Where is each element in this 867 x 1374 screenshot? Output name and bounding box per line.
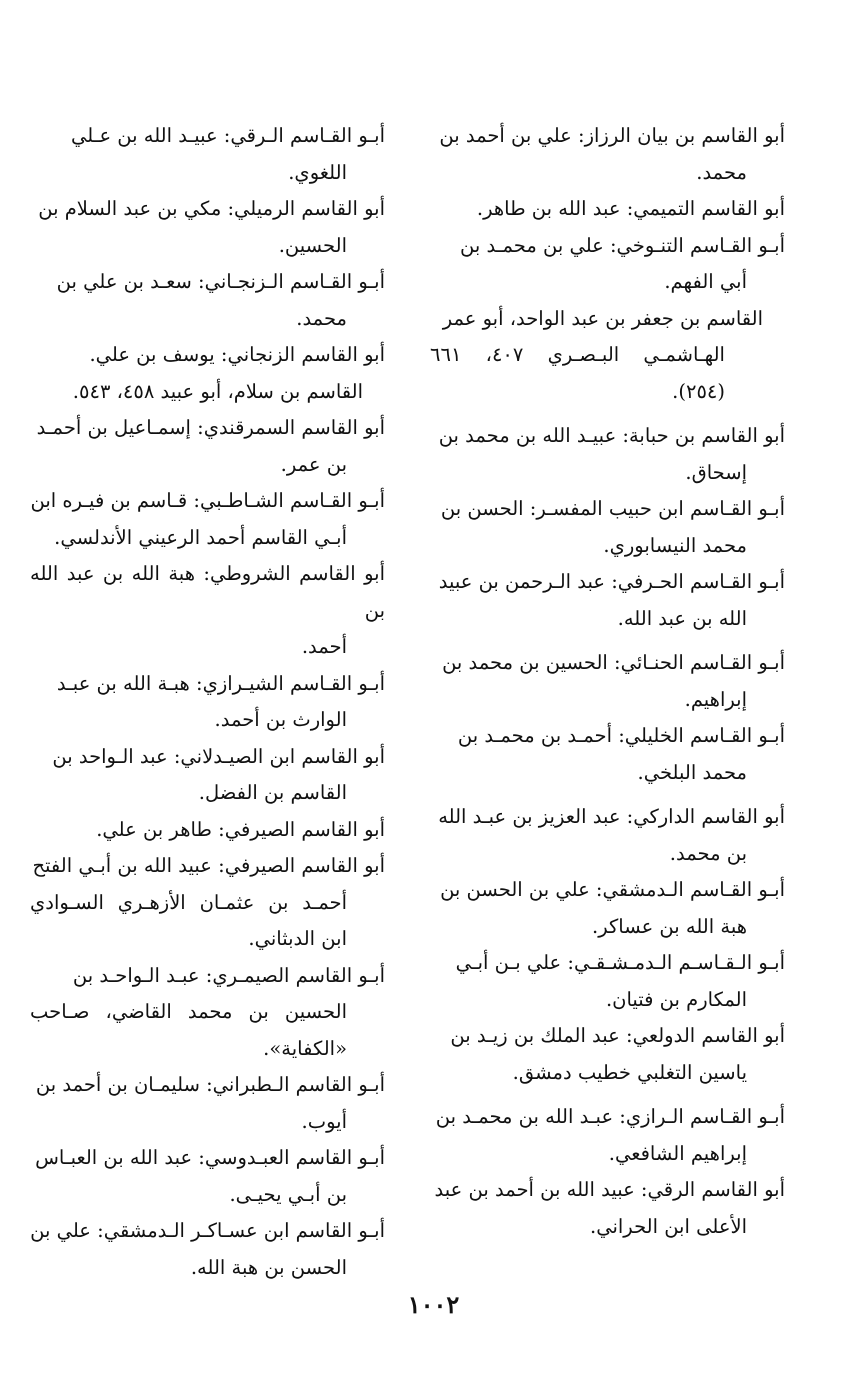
index-entry [430, 799, 785, 872]
entry-continuation: الوارث بن أحمد. [214, 708, 347, 731]
entry-continuation: القاسم بن الفضل. [198, 781, 347, 804]
entry-continuation: اللغوي. [288, 160, 347, 184]
index-entry [30, 812, 385, 849]
entry-head: أبو القاسم الدولعي: عبد الملك بن زيـد بن [450, 1024, 785, 1047]
index-entry [430, 1018, 785, 1091]
index-entry [430, 1172, 785, 1245]
entry-continuation: الحسين بن محمد القاضي، صـاحب «الكفاية». [30, 1000, 347, 1060]
index-entry [430, 564, 785, 637]
entry-continuation: إبراهيم الشافعي. [608, 1141, 747, 1165]
index-entry [30, 337, 385, 374]
entry-head: أبـو القـاسم الشيـرازي: هبـة الله بن عبـد [56, 671, 385, 695]
entry-head: أبـو القـاسم الحـرفي: عبد الـرحمن بن عبيد [438, 570, 785, 593]
entry-head: أبو القاسم السمرقندي: إسمـاعيل بن أحمـد [36, 416, 385, 439]
entry-continuation: الهـاشمـي البـصـري ٤٠٧، ٦٦١ (٢٥٤). [430, 343, 725, 403]
entry-continuation: الحسن بن هبة الله. [190, 1255, 347, 1279]
index-entry [430, 191, 785, 228]
entry-head: أبـو القـاسم الـرقي: عبيـد الله بن عـلي [71, 124, 385, 147]
entry-head: أبو القاسم الرقي: عبيد الله بن أحمد بن عبد [434, 1178, 785, 1201]
index-entry [430, 418, 785, 491]
index-entry [430, 872, 785, 945]
entry-continuation: أيوب. [301, 1109, 347, 1133]
entry-head: أبو القاسم ابن الصيـدلاني: عبد الـواحد بن [52, 744, 385, 768]
entry-continuation: أحمد. [301, 635, 347, 658]
index-entry [30, 1140, 385, 1213]
entry-head: أبـو القـاسم الخليلي: أحمـد بن محمـد بن [457, 724, 785, 747]
entry-head: أبـو القاسم الـطبراني: سليمـان بن أحمد بن [35, 1073, 385, 1096]
entry-continuation: محمد. [296, 306, 347, 330]
entry-continuation: ياسين التغلبي خطيب دمشق. [512, 1060, 747, 1084]
entry-continuation: أبي الفهم. [664, 270, 747, 293]
entry-head: أبو القاسم الصيرفي: عبيد الله بن أبـي الفتح [32, 854, 385, 877]
index-entry [430, 718, 785, 791]
entry-head: أبـو القـاسم ابن حبيب المفسـر: الحسن بن [440, 497, 785, 520]
index-entry [30, 848, 385, 958]
entry-continuation: إسحاق. [685, 460, 747, 484]
page-number: ١٠٠٢ [407, 1290, 460, 1319]
entry-continuation: محمد النيسابوري. [603, 533, 747, 557]
entry-head: أبو القاسم الصيرفي: طاهر بن علي. [96, 817, 385, 841]
entry-head: أبو القاسم الشروطي: هبة الله بن عبد الله بن [30, 562, 385, 622]
entry-head: أبو القاسم التميمي: عبد الله بن طاهر. [476, 197, 785, 220]
entry-head: أبـو القـاسم الشـاطـبي: قـاسم بن فيـره ابن [30, 489, 385, 512]
index-entry [430, 491, 785, 564]
entry-head: أبـو القـاسم الـرازي: عبـد الله بن محمـد بن [435, 1105, 785, 1128]
entry-head: أبـو القاسم ابن عسـاكـر الـدمشقي: علي بن [30, 1219, 385, 1242]
entry-continuation: أبـي القاسم أحمد الرعيني الأندلسي. [54, 525, 347, 549]
entry-continuation: الحسين. [278, 233, 347, 257]
entry-head: أبـو القـاسم الـدمشقي: علي بن الحسن بن [440, 878, 785, 901]
index-entry [430, 945, 785, 1018]
index-entry [30, 191, 385, 264]
index-entry [430, 118, 785, 191]
index-entry [30, 483, 385, 556]
entry-continuation: محمد. [696, 160, 747, 184]
entry-head: أبـو القـاسم الحنـائي: الحسين بن محمد بن [442, 651, 785, 674]
entry-head: القاسم بن جعفر بن عبد الواحد، أبو عمر [442, 306, 763, 330]
entry-continuation: الله بن عبد الله. [617, 606, 747, 630]
entry-head: أبو القاسم الرميلي: مكي بن عبد السلام بن [38, 197, 385, 220]
index-entry [430, 1099, 785, 1172]
entry-head: أبو القاسم الزنجاني: يوسف بن علي. [89, 343, 385, 366]
index-entry [30, 264, 385, 337]
entry-continuation: المكارم بن فتيان. [605, 987, 747, 1011]
index-entry [30, 556, 385, 666]
entry-continuation: محمد البلخي. [637, 760, 747, 784]
entry-head: أبـو الـقـاسـم الـدمـشـقـي: علي بـن أبـي [455, 951, 785, 974]
entry-continuation: بن محمد. [669, 841, 747, 865]
index-entry [30, 666, 385, 739]
index-subentry [430, 301, 785, 411]
index-entry [30, 118, 385, 191]
entry-continuation: بن أبـي يحيـى. [229, 1182, 347, 1206]
index-entry [30, 739, 385, 812]
entry-continuation: بن عمر. [280, 452, 347, 476]
index-entry [30, 1213, 385, 1286]
entry-continuation: إبراهيم. [684, 687, 747, 711]
entry-head: أبو القاسم بن حبابة: عبيـد الله بن محمد بن [438, 424, 785, 447]
entry-head: أبو القاسم الداركي: عبد العزيز بن عبـد الله [438, 805, 785, 828]
entry-head: أبـو القاسم الصيمـري: عبـد الـواحـد بن [72, 963, 385, 987]
entry-head: أبـو القاسم العبـدوسي: عبد الله بن العبـاس [35, 1146, 385, 1169]
index-entry [30, 410, 385, 483]
index-entry [430, 228, 785, 301]
index-entry [430, 645, 785, 718]
index-subentry [30, 374, 385, 411]
index-entry [30, 958, 385, 1068]
entry-continuation: أحمـد بن عثمـان الأزهـري السـوادي ابن الدبثاني. [30, 890, 347, 950]
entry-continuation: الأعلى ابن الحراني. [590, 1214, 747, 1238]
entry-continuation: هبة الله بن عساكر. [592, 914, 747, 938]
right-column [430, 118, 785, 1245]
left-column [30, 118, 385, 1286]
entry-head: القاسم بن سلام، أبو عبيد ٤٥٨، ٥٤٣. [72, 379, 363, 403]
entry-head: أبو القاسم بن بيان الرزاز: علي بن أحمد بن [439, 124, 785, 147]
entry-head: أبـو القـاسم التنـوخي: علي بن محمـد بن [460, 233, 785, 257]
index-entry [30, 1067, 385, 1140]
entry-head: أبـو القـاسم الـزنجـاني: سعـد بن علي بن [56, 270, 385, 293]
